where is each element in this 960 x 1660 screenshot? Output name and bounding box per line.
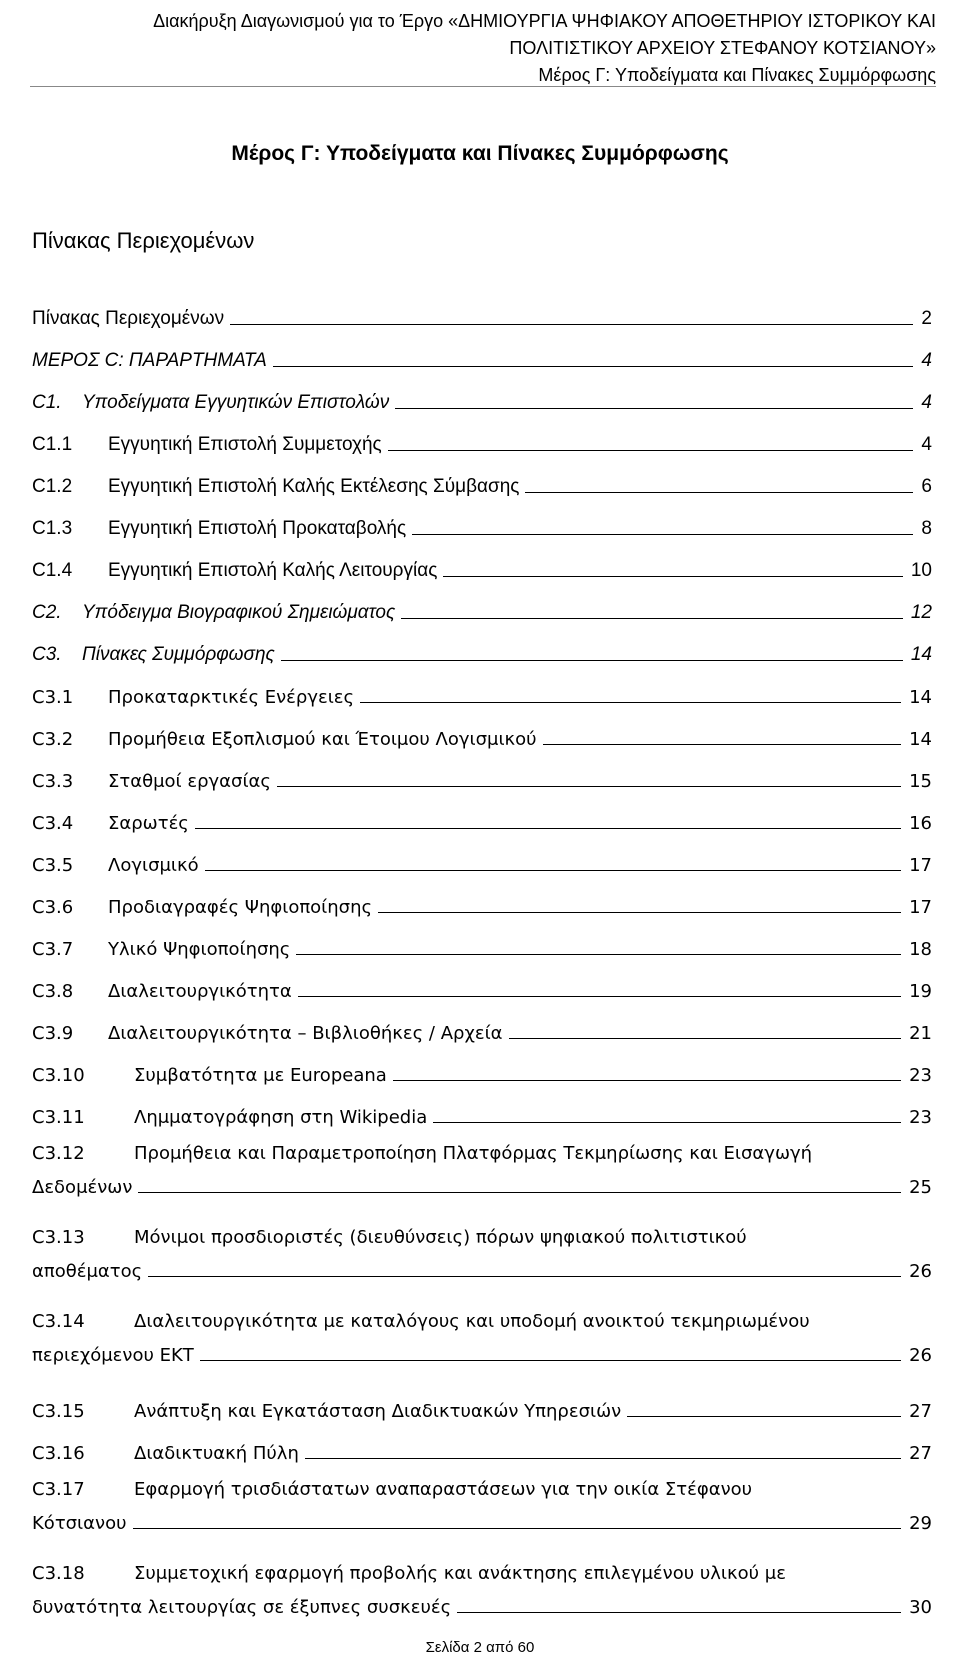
toc-page-number: 10	[910, 560, 932, 581]
toc-entry-number: C3.5	[32, 855, 74, 876]
toc-page-number: 23	[909, 1107, 932, 1128]
toc-entry-number: C3.1	[32, 687, 74, 708]
toc-entry-text: Εγγυητική Επιστολή Συμμετοχής	[108, 434, 382, 455]
toc-entry-text: Εφαρμογή τρισδιάστατων αναπαραστάσεων για την οικία Στέφανου	[134, 1479, 753, 1500]
toc-page-number: 17	[909, 855, 932, 876]
toc-page-number: 21	[909, 1023, 932, 1044]
toc-entry-text: Μόνιμοι προσδιοριστές (διευθύνσεις) πόρων ψηφιακού πολιτιστικού	[134, 1227, 747, 1248]
toc-leader	[457, 1612, 901, 1613]
toc-leader	[273, 366, 914, 367]
toc-entry-text: Λημματογράφηση στη Wikipedia	[134, 1107, 428, 1128]
toc-entry-number: C3.16	[32, 1443, 85, 1464]
toc-entry[interactable]	[32, 456, 932, 498]
toc-entry-text: Εγγυητική Επιστολή Προκαταβολής	[108, 518, 407, 539]
toc-leader	[393, 1080, 901, 1081]
toc-entry-text: ΜΕΡΟΣ C: ΠΑΡΑΡΤΗΜΑΤΑ	[32, 350, 267, 371]
toc-heading: Πίνακας Περιεχομένων	[32, 228, 255, 253]
toc-entry-number: C3.18	[32, 1563, 85, 1584]
toc-leader	[443, 576, 903, 577]
toc-page-number: 6	[921, 476, 932, 497]
toc-entry-number: C3.14	[32, 1311, 85, 1332]
toc-page-number: 26	[909, 1261, 932, 1282]
toc-entry[interactable]	[32, 1296, 932, 1380]
toc-entry[interactable]	[32, 330, 932, 372]
toc-leader	[412, 534, 913, 535]
toc-entry-text: Συμβατότητα με Europeana	[134, 1065, 387, 1086]
toc-entry-number: C1.4	[32, 560, 73, 581]
toc-page-number: 8	[921, 518, 932, 539]
toc-entry-text: Προμήθεια και Παραμετροποίηση Πλατφόρμας Τεκμηρίωσης και Εισαγωγή	[134, 1143, 813, 1164]
toc-entry[interactable]	[32, 624, 932, 666]
header-line-1: Διακήρυξη Διαγωνισμού για το Έργο «ΔΗΜΙΟΥΡΓΙΑ ΨΗΦΙΑΚΟΥ ΑΠΟΘΕΤΗΡΙΟΥ ΙΣΤΟΡΙΚΟΥ ΚΑΙ	[153, 11, 936, 31]
toc-leader	[277, 786, 901, 787]
toc-entry-number: C1.1	[32, 434, 73, 455]
header-line-3: Μέρος Γ: Υποδείγματα και Πίνακες Συμμόρφωσης	[538, 65, 936, 85]
toc-entry-text: Πίνακας Περιεχομένων	[32, 308, 225, 329]
toc-page-number: 30	[909, 1597, 932, 1618]
toc-leader	[627, 1416, 901, 1417]
toc-entry-number: C3.8	[32, 981, 74, 1002]
toc-entry-number: C3.3	[32, 771, 74, 792]
toc-entry-text: Προδιαγραφές Ψηφιοποίησης	[108, 897, 373, 918]
toc-entry[interactable]	[32, 750, 932, 792]
toc-entry-text: Διαδικτυακή Πύλη	[134, 1443, 299, 1464]
toc-entry-text-cont: δυνατότητα λειτουργίας σε έξυπνες συσκευές	[32, 1597, 452, 1618]
toc-leader	[305, 1458, 901, 1459]
toc-page-number: 19	[909, 981, 932, 1002]
toc-entry-text: Προμήθεια Εξοπλισμού και Έτοιμου Λογισμικού	[108, 729, 537, 750]
toc-page-number: 4	[921, 350, 932, 371]
toc-page-number: 12	[910, 602, 932, 623]
toc-leader	[395, 408, 913, 409]
toc-leader	[509, 1038, 902, 1039]
toc-entry[interactable]	[32, 1128, 932, 1212]
toc-entry[interactable]	[32, 876, 932, 918]
toc-page-number: 14	[909, 729, 932, 750]
toc-page-number: 26	[909, 1345, 932, 1366]
toc-entry-text: Λογισμικό	[108, 855, 199, 876]
toc-entry[interactable]	[32, 1422, 932, 1464]
toc-entry-number: C3.	[32, 644, 62, 665]
toc-entry-number: C1.3	[32, 518, 73, 539]
toc-entry-number: C3.6	[32, 897, 74, 918]
toc-entry[interactable]	[32, 582, 932, 624]
toc-entry-number: C1.	[32, 392, 62, 413]
toc-entry[interactable]	[32, 666, 932, 708]
toc-entry-text-cont: Δεδομένων	[32, 1177, 133, 1198]
toc-entry-number: C3.7	[32, 939, 74, 960]
toc-entry-text: Υποδείγματα Εγγυητικών Επιστολών	[82, 392, 390, 413]
toc-entry[interactable]	[32, 540, 932, 582]
toc-entry[interactable]	[32, 1464, 932, 1548]
toc-entry-text: Συμμετοχική εφαρμογή προβολής και ανάκτησης επιλεγμένου υλικού με	[134, 1563, 786, 1584]
toc-leader	[205, 870, 901, 871]
toc-entry[interactable]	[32, 1002, 932, 1044]
table-of-contents	[32, 288, 932, 1632]
toc-page-number: 4	[921, 392, 932, 413]
toc-entry-text: Πίνακες Συμμόρφωσης	[82, 644, 275, 665]
toc-page-number: 27	[909, 1401, 932, 1422]
toc-page-number: 14	[910, 644, 932, 665]
toc-leader	[378, 912, 901, 913]
toc-page-number: 27	[909, 1443, 932, 1464]
toc-entry-number: C2.	[32, 602, 62, 623]
page-header	[36, 8, 936, 89]
toc-entry[interactable]	[32, 1044, 932, 1086]
toc-leader	[296, 954, 901, 955]
toc-leader	[200, 1360, 901, 1361]
toc-entry-number: C3.4	[32, 813, 74, 834]
toc-entry-number: C3.17	[32, 1479, 85, 1500]
toc-entry-number: C3.15	[32, 1401, 85, 1422]
toc-entry-text: Διαλειτουργικότητα με καταλόγους και υποδομή ανοικτού τεκμηριωμένου	[134, 1311, 810, 1332]
toc-leader	[230, 324, 913, 325]
page-footer: Σελίδα 2 από 60	[425, 1639, 535, 1656]
toc-entry[interactable]	[32, 834, 932, 876]
toc-entry-text: Διαλειτουργικότητα	[108, 981, 292, 1002]
toc-entry[interactable]	[32, 1086, 932, 1128]
toc-leader	[401, 618, 903, 619]
toc-page-number: 4	[921, 434, 932, 455]
toc-entry[interactable]	[32, 1548, 932, 1632]
toc-entry-text: Εγγυητική Επιστολή Καλής Εκτέλεσης Σύμβασης	[108, 476, 520, 497]
toc-entry-text: Διαλειτουργικότητα – Βιβλιοθήκες / Αρχεία	[108, 1023, 503, 1044]
toc-entry-text: Σταθμοί εργασίας	[108, 771, 271, 792]
toc-leader	[281, 660, 903, 661]
toc-page-number: 29	[909, 1513, 932, 1534]
toc-leader	[148, 1276, 901, 1277]
toc-leader	[360, 702, 901, 703]
toc-entry[interactable]	[32, 1380, 932, 1422]
toc-entry-text: Υπόδειγμα Βιογραφικού Σημειώματος	[82, 602, 396, 623]
toc-leader	[525, 492, 913, 493]
toc-page-number: 16	[909, 813, 932, 834]
toc-leader	[138, 1192, 901, 1193]
header-divider	[30, 86, 936, 87]
toc-page-number: 18	[909, 939, 932, 960]
toc-entry-number: C3.13	[32, 1227, 85, 1248]
toc-leader	[388, 450, 914, 451]
toc-page-number: 15	[909, 771, 932, 792]
toc-page-number: 2	[921, 308, 932, 329]
toc-entry-text-cont: Κότσιανου	[32, 1513, 127, 1534]
toc-entry[interactable]	[32, 918, 932, 960]
toc-entry[interactable]	[32, 288, 932, 330]
toc-entry-text: Υλικό Ψηφιοποίησης	[108, 939, 291, 960]
toc-entry[interactable]	[32, 1212, 932, 1296]
toc-leader	[133, 1528, 902, 1529]
toc-entry-number: C3.10	[32, 1065, 85, 1086]
toc-entry[interactable]	[32, 960, 932, 1002]
toc-leader	[195, 828, 901, 829]
toc-entry[interactable]	[32, 372, 932, 414]
toc-entry-text: Ανάπτυξη και Εγκατάσταση Διαδικτυακών Υπηρεσιών	[134, 1401, 622, 1422]
toc-entry-number: C3.12	[32, 1143, 85, 1164]
toc-leader	[298, 996, 901, 997]
toc-entry-text: Σαρωτές	[108, 813, 189, 834]
toc-page-number: 23	[909, 1065, 932, 1086]
toc-entry-number: C3.9	[32, 1023, 74, 1044]
toc-entry-text-cont: περιεχόμενου ΕΚΤ	[32, 1345, 194, 1366]
toc-entry[interactable]	[32, 792, 932, 834]
toc-leader	[433, 1122, 901, 1123]
toc-entry[interactable]	[32, 414, 932, 456]
toc-entry[interactable]	[32, 708, 932, 750]
toc-leader	[543, 744, 902, 745]
header-line-2: ΠΟΛΙΤΙΣΤΙΚΟΥ ΑΡΧΕΙΟΥ ΣΤΕΦΑΝΟΥ ΚΟΤΣΙΑΝΟΥ»	[509, 38, 936, 58]
toc-entry-number: C3.2	[32, 729, 74, 750]
page-title: Μέρος Γ: Υποδείγματα και Πίνακες Συμμόρφωσης	[231, 142, 729, 165]
toc-entry-text: Προκαταρκτικές Ενέργειες	[108, 687, 355, 708]
toc-entry[interactable]	[32, 498, 932, 540]
toc-page-number: 14	[909, 687, 932, 708]
toc-entry-text: Εγγυητική Επιστολή Καλής Λειτουργίας	[108, 560, 438, 581]
toc-entry-text-cont: αποθέματος	[32, 1261, 143, 1282]
toc-page-number: 17	[909, 897, 932, 918]
toc-page-number: 25	[909, 1177, 932, 1198]
toc-entry-number: C3.11	[32, 1107, 85, 1128]
toc-entry-number: C1.2	[32, 476, 73, 497]
